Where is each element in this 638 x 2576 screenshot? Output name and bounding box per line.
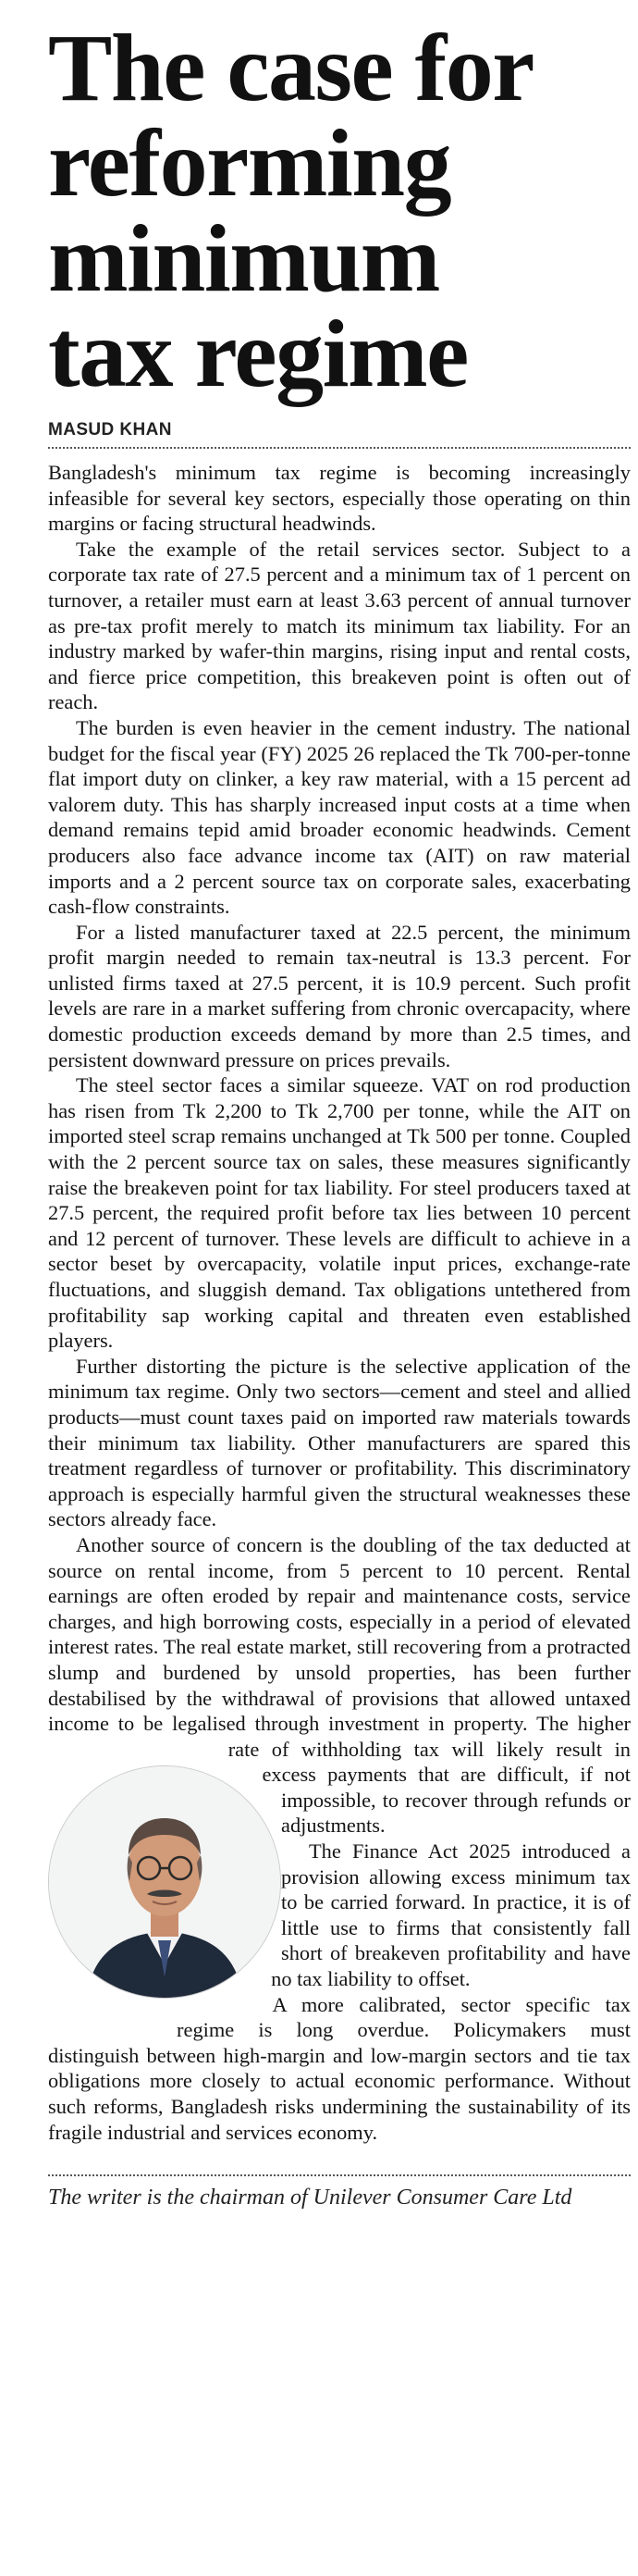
footer-divider [48, 2174, 631, 2176]
article-paragraph: For a listed manufacturer taxed at 22.5 percent, the minimum profit margin needed to remain tax-neutral is 13.3 percent. For unlisted firms taxed at 27.5 percent, it is 10.9 percent. Such profit levels are rare in a market suffering from chronic overcapacity, where domestic production exceeds demand by more than 2.5 times, and persistent downward pressure on prices prevails. [48, 920, 631, 1071]
author-footnote: The writer is the chairman of Unilever Consumer Care Ltd [48, 2186, 572, 2211]
headline-line: The case for [48, 15, 534, 121]
article-paragraph: The burden is even heavier in the cement industry. The national budget for the fiscal year (FY) 2025 26 replaced the Tk 700-per-tonne flat import duty on clinker, a key raw material, with a 15 percent ad valorem duty. This has sharply increased input costs at a time when demand remains tepid amid broader economic headwinds. Cement producers also face advance income tax (AIT) on raw material imports and a 2 percent source tax on corporate sales, exacerbating cash-flow constraints. [48, 715, 631, 919]
headline [48, 15, 631, 407]
article-paragraph: A more calibrated, sector specific tax regime is long overdue. Policymakers must distinguish between high-margin and low-margin sectors and tie tax obligations more closely to actual economic performance. Without such reforms, Bangladesh risks undermining the sustainability of its fragile industrial and services economy. [48, 1992, 631, 2144]
article-paragraph: Further distorting the picture is the selective application of the minimum tax regime. Only two sectors—cement and steel and allied products—must count taxes paid on imported raw materials towards their minimum tax liability. Other manufacturers are spared this treatment regardless of turnover or profitability. This discriminatory approach is especially harmful given the structural weaknesses these sectors already face. [48, 1354, 631, 1531]
article-body [48, 460, 631, 2145]
headline-line: tax regime [48, 301, 468, 407]
headline-line: minimum [48, 205, 439, 312]
author-portrait-image [49, 1766, 280, 1998]
author-portrait-wrap [48, 1729, 281, 2035]
article-paragraph: Another source of concern is the doubling of the tax deducted at source on rental income, from 5 percent to 10 percent. Rental earnings are often eroded by repair and maintenance costs, service charges, and high borrowing costs, especially in a period of elevated interest rates. The real estate market, still recovering from a protracted slump and burdened by unsold properties, has been further destabilised by the withdrawal of provisions that allowed untaxed income to be legalised through investment in property. The higher rate of withholding tax will likely result in excess payments that are difficult, if not impossible, to recover through refunds or adjustments. [48, 1532, 631, 1838]
author-byline: MASUD KHAN [48, 420, 631, 449]
article-paragraph: The steel sector faces a similar squeeze. VAT on rod production has risen from Tk 2,200 to Tk 2,700 per tonne, while the AIT on imported steel scrap remains unchanged at Tk 500 per tonne. Coupled with the 2 percent source tax on sales, these measures significantly raise the breakeven point for tax liability. For steel producers taxed at 27.5 percent, the required profit before tax lies between 10 percent and 12 percent of turnover. These levels are difficult to achieve in a sector beset by overcapacity, volatile input prices, exchange-rate fluctuations, and sluggish demand. Tax obligations untethered from profitability sap working capital and threaten even established players. [48, 1073, 631, 1353]
article-paragraph: Take the example of the retail services sector. Subject to a corporate tax rate of 27.5 percent and a minimum tax of 1 percent on turnover, a retailer must earn at least 3.63 percent of annual turnover as pre-tax profit merely to match its minimum tax liability. For an industry marked by wafer-thin margins, rising input and rental costs, and fierce price competition, this breakeven point is often out of reach. [48, 537, 631, 714]
author-portrait [48, 1765, 281, 1999]
headline-line: reforming [48, 110, 451, 217]
article-paragraph: Bangladesh's minimum tax regime is becoming increasingly infeasible for several key sectors, especially those operating on thin margins or facing structural headwinds. [48, 461, 631, 536]
article-paragraph: The Finance Act 2025 introduced a provision allowing excess minimum tax to be carried forward. In practice, it is of little use to firms that consistently fall short of breakeven profitability and have no tax liability to offset. [271, 1839, 631, 1991]
